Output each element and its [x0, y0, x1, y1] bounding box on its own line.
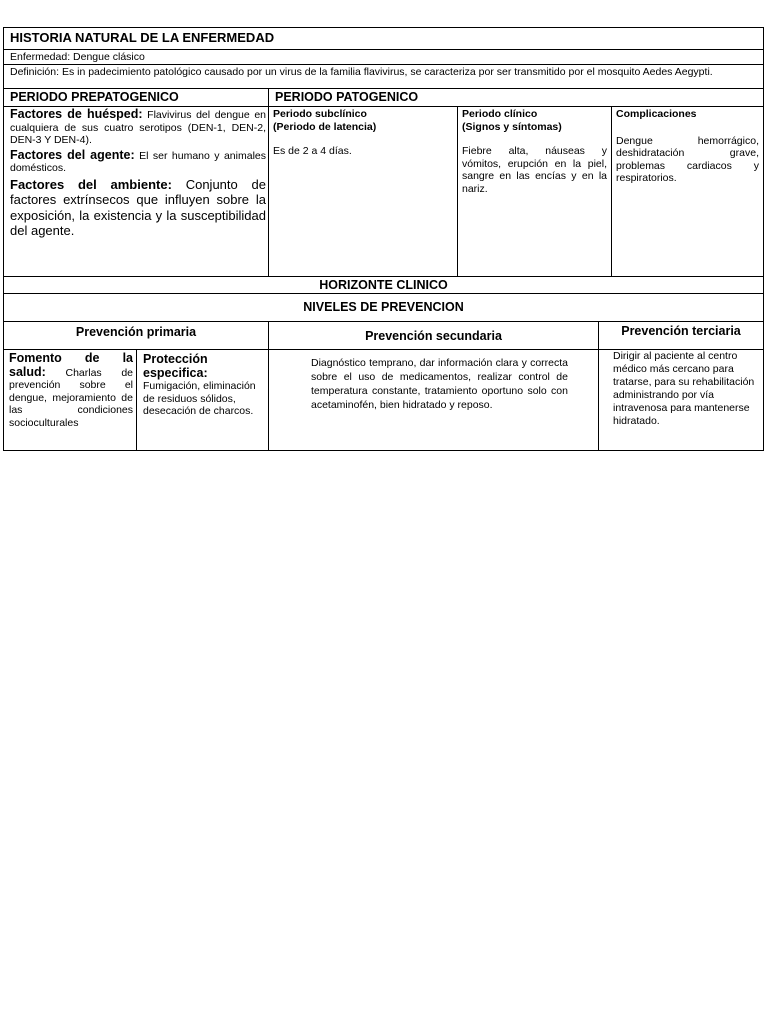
host-factors-text: Flavivirus del dengue en cualquiera de sus cuatro serotipos (DEN-1, DEN-2, DEN-3 Y DEN-4).	[10, 109, 266, 146]
specific-protection-cell	[136, 350, 268, 450]
natural-history-table	[3, 27, 764, 451]
prepatogenic-header: PERIODO PREPATOGENICO	[10, 90, 179, 104]
subclinical-title: Periodo subclínico	[273, 108, 367, 120]
prepatogenic-column	[4, 107, 268, 276]
clinical-text: Fiebre alta, náuseas y vómitos, erupción en la piel, sangre en las encías y en la nariz.	[462, 145, 607, 195]
prevention-body	[3, 350, 764, 451]
agent-factors-text: El ser humano y animales domésticos.	[10, 149, 266, 174]
secondary-prevention-cell	[268, 350, 598, 450]
clinical-subtitle: (Signos y síntomas)	[462, 120, 562, 133]
primary-prevention-header: Prevención primaria	[75, 325, 197, 339]
prevention-levels: NIVELES DE PREVENCION	[3, 294, 764, 322]
periods-body	[3, 107, 764, 277]
agent-factors-label: Factores del agente:	[10, 147, 135, 162]
health-promotion	[6, 352, 136, 429]
agent-factors	[8, 147, 266, 175]
host-factors-label: Factores de huésped:	[10, 107, 143, 121]
health-promotion-text: Charlas de prevención sobre el dengue, mejoramiento de las condiciones socioculturales	[9, 366, 134, 429]
complications-column	[611, 107, 763, 276]
subclinical-text: Es de 2 a 4 días.	[273, 145, 352, 157]
prevention-headers	[3, 322, 764, 350]
clinical-column	[457, 107, 611, 276]
environment-factors-label: Factores del ambiente:	[10, 176, 172, 192]
tertiary-prevention-cell	[598, 350, 763, 450]
environment-factors	[8, 175, 266, 239]
clinical-title: Periodo clínico	[462, 108, 538, 120]
health-promotion-cell	[4, 350, 136, 450]
definition-line: Definición: Es in padecimiento patológico causado por un virus de la familia flavivirus, se caracteriza por ser transmitido por el mosquito Aedes Aegypti.	[3, 65, 764, 89]
patogenic-header: PERIODO PATOGENICO	[268, 89, 763, 106]
secondary-prevention-header: Prevención secundaria	[268, 322, 598, 349]
host-factors	[8, 108, 266, 147]
document-title: HISTORIA NATURAL DE LA ENFERMEDAD	[3, 27, 764, 50]
period-headers	[3, 89, 764, 107]
tertiary-prevention-header: Prevención terciaria	[598, 322, 763, 349]
secondary-prevention-text: Diagnóstico temprano, dar información clara y correcta sobre el uso de medicamentos, realizar control de temperatura constante, tratamiento oportuno solo con acetaminofén, bien hidratado y reposo.	[311, 357, 568, 411]
environment-factors-text: Conjunto de factores extrínsecos que influyen sobre la exposición, la existencia y la susceptibilidad del agente.	[10, 176, 266, 238]
subclinical-column	[268, 107, 457, 276]
complications-text: Dengue hemorrágico, deshidratación grave, problemas cardiacos y respiratorios.	[616, 134, 759, 184]
subclinical-subtitle: (Periodo de latencia)	[273, 120, 377, 133]
complications-title: Complicaciones	[616, 108, 697, 120]
specific-protection-text: Fumigación, eliminación de residuos sólidos, desecación de charcos.	[143, 380, 256, 417]
health-promotion-label: Fomento de la salud:	[9, 351, 133, 379]
disease-line: Enfermedad: Dengue clásico	[3, 50, 764, 65]
specific-protection-label: Protección especifica:	[143, 352, 208, 380]
clinical-horizon: HORIZONTE CLINICO	[3, 277, 764, 294]
tertiary-prevention-text: Dirigir al paciente al centro médico más cercano para tratarse, para su rehabilitación administrando por vía intravenosa para mantenerse hidratado.	[613, 350, 755, 427]
